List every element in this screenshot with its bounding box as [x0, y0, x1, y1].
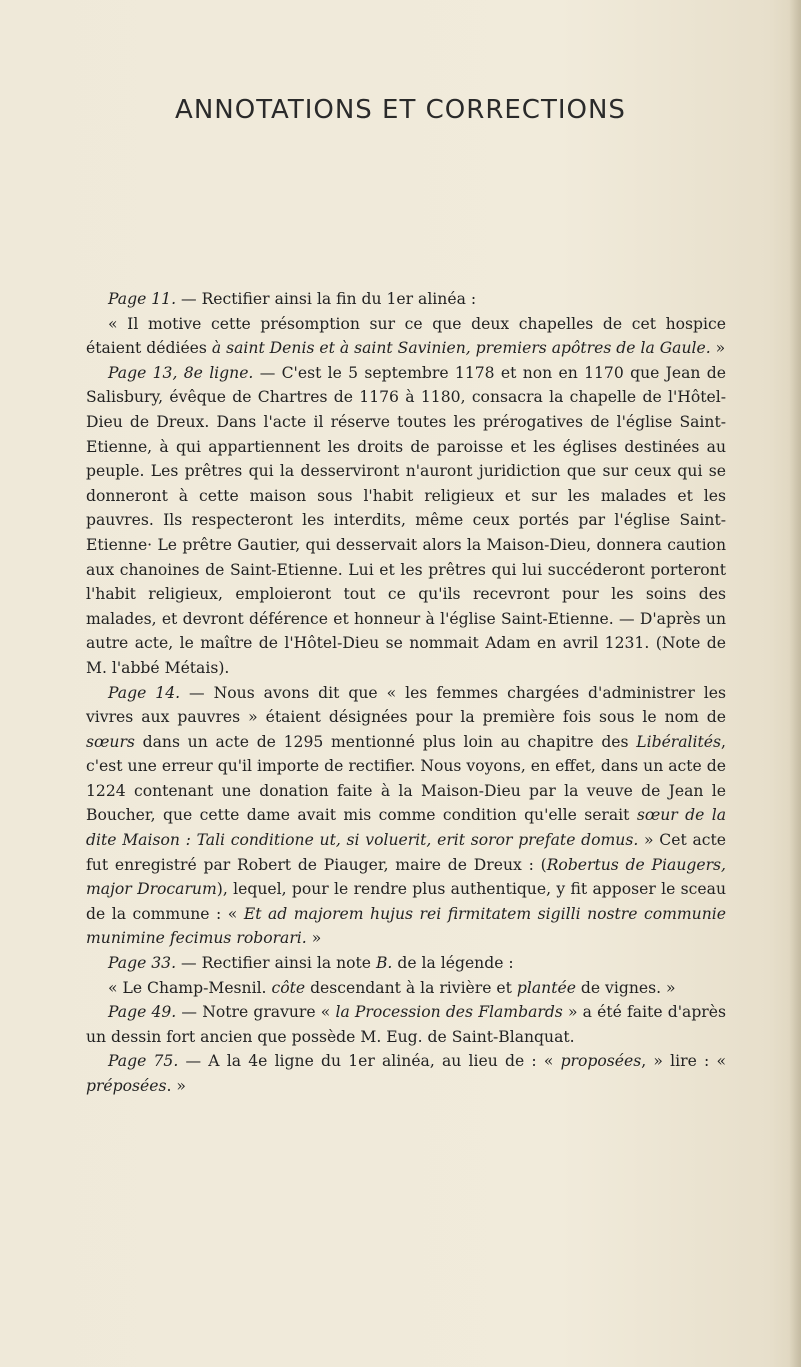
paragraph-text: » Cet acte fut enregistré par Robert de Piauger, maire de Dreux : (: [86, 831, 726, 874]
italic-text: proposées: [560, 1052, 642, 1071]
italic-text: à saint Denis et à saint Savinien, premiers apôtres de la Gaule.: [211, 339, 711, 358]
paragraph-text: — Notre gravure «: [176, 1003, 336, 1022]
paragraph-text: « Le Champ-Mesnil.: [108, 978, 272, 997]
paragraph-text: — Rectifier ainsi la note: [176, 954, 376, 973]
paragraph-page-14: [86, 681, 726, 952]
paragraph-text: — C'est le 5 septembre 1178 et non en 1170 que Jean de Salisbury, évêque de Chartres de 1176 à 1180, consacra la chapelle de l'Hôtel-Dieu de Dreux. Dans l'acte il réserve toutes les prérogatives de l'église Saint-Etienne, à qui appartiennent les droits de paroisse et les églises destinées au peuple. Les prêtres qui la desserviront n'auront juridiction que sur ceux qui se donneront à cette maison sous l'habit religieux et sur les malades et les pauvres. Ils respecteront les interdits, même ceux portés par l'église Saint-Etienne· Le prêtre Gautier, qui desservait alors la Maison-Dieu, donnera caution aux chanoines de Saint-Etienne. Lui et les prêtres qui lui succéderont porteront l'habit religieux, emploieront tout ce qu'ils recevront pour les soins des malades, et devront déférence et honneur à l'église Saint-Etienne. — D'après un autre acte, le maître de l'Hôtel-Dieu se nommait Adam en avril 1231. (Note de M. l'abbé Métais).: [86, 363, 726, 677]
paragraph-text: de la légende :: [392, 954, 514, 973]
paragraph-text: — Rectifier ainsi la fin du 1er alinéa :: [176, 290, 477, 308]
paragraph-quote-hospice: [86, 312, 726, 361]
page-title: ANNOTATIONS ET CORRECTIONS: [175, 95, 626, 125]
italic-text: préposées: [86, 1077, 167, 1095]
paragraph-text: »: [306, 929, 322, 948]
paragraph-text: , » lire : «: [641, 1052, 726, 1071]
paragraph-text: de vignes. »: [575, 978, 676, 997]
paragraph-text: — A la 4e ligne du 1er alinéa, au lieu de : «: [178, 1052, 561, 1071]
italic-text: plantée: [516, 978, 576, 997]
italic-text: Et ad majorem hujus rei firmitatem sigilli nostre communie munimine fecimus roborari.: [86, 904, 726, 948]
paragraph-text: descendant à la rivière et: [305, 978, 517, 997]
paragraph-page-13: [86, 361, 726, 681]
paragraph-text: » a été faite d'après un dessin fort ancien que possède M. Eug. de Saint-Blanquat.: [86, 1003, 726, 1046]
page-reference: Page 75.: [108, 1052, 179, 1071]
page-reference: Page 11.: [108, 290, 177, 308]
paragraph-text: — Nous avons dit que « les femmes chargées d'administrer les vivres aux pauvres » étaient désignées pour la première fois sous le nom de: [86, 683, 726, 727]
paragraph-text: dans un acte de 1295 mentionné plus loin au chapitre des: [134, 732, 637, 751]
italic-text: B.: [375, 954, 393, 973]
italic-text: côte: [271, 978, 306, 997]
paragraph-text: , c'est une erreur qu'il importe de rectifier. Nous voyons, en effet, dans un acte de 1224 contenant une donation faite à la Maison-Dieu par la veuve de Jean le Boucher, que cette dame avait mis comme condition qu'elle serait: [86, 732, 726, 825]
italic-text: sœur de la dite Maison : Tali conditione ut, si voluerit, erit soror prefate domus.: [86, 806, 727, 850]
paragraph-legend-quote: [86, 976, 726, 1001]
paragraph-page-75: [86, 1049, 726, 1098]
paragraph-page-11: [86, 287, 726, 312]
paragraph-page-33: [86, 951, 726, 976]
annotations-body: [86, 287, 726, 1099]
paragraph-text: . »: [166, 1077, 186, 1095]
page-reference: Page 13, 8e ligne.: [108, 363, 254, 382]
italic-text: sœurs: [86, 732, 135, 751]
italic-text: Libéralités: [636, 732, 722, 751]
page-edge-shadow: [789, 0, 801, 1367]
italic-text: la Procession des Flambards: [335, 1003, 563, 1022]
paragraph-text: ), lequel, pour le rendre plus authentique, y fit apposer le sceau de la commune : «: [86, 880, 726, 923]
italic-text: Robertus de Piaugers, major Drocarum: [86, 855, 726, 899]
page-reference: Page 33.: [108, 954, 177, 973]
paragraph-text: »: [710, 339, 726, 358]
paragraph-page-49: [86, 1000, 726, 1049]
page-reference: Page 49.: [108, 1003, 177, 1022]
paragraph-text: « Il motive cette présomption sur ce que deux chapelles de cet hospice étaient dédiées: [86, 314, 726, 358]
page-reference: Page 14.: [108, 683, 181, 702]
